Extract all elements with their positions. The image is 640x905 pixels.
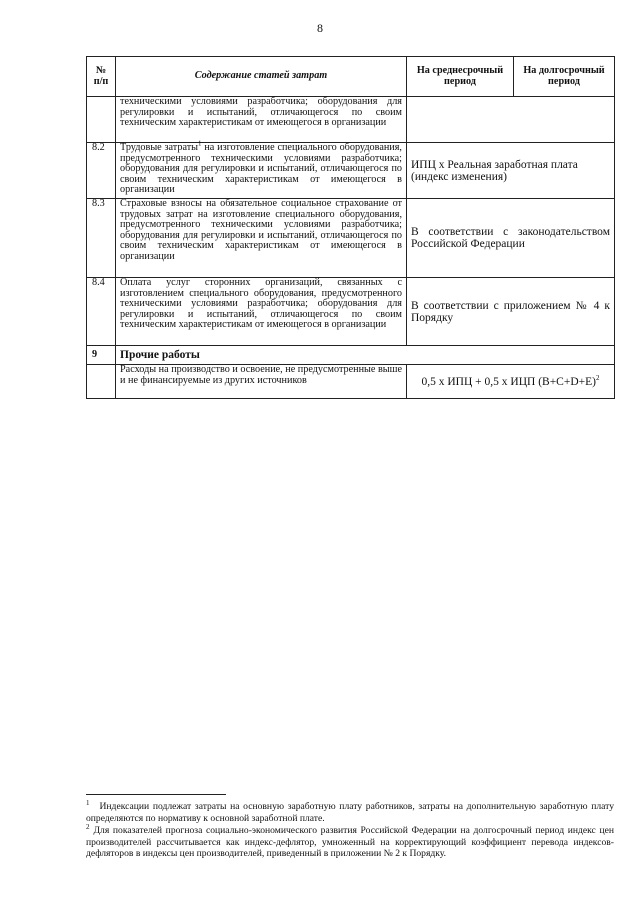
header-num: № п/п: [87, 57, 116, 97]
row-8-4-value: В соответствии с приложением № 4 к Порядку: [407, 278, 615, 346]
row-9-num: 9: [87, 346, 116, 365]
row-8-2-num: 8.2: [87, 143, 116, 199]
footnotes: [86, 798, 614, 861]
table-row: [87, 199, 615, 278]
page-number: 8: [317, 21, 323, 35]
footnote-2-mark: 2: [86, 822, 90, 831]
row-9-text: Прочие работы: [116, 346, 615, 365]
row-8-3-value: В соответствии с законодательством Российской Федерации: [407, 199, 615, 278]
header-long-term: На долгосрочный период: [514, 57, 615, 97]
row-8-2-text: Трудовые затраты$^1$ на изготовление специального оборудования, предусмотренного техническими условиями разработчика; оборудования для регулировки и испытаний, отличающегося по своим техническим характеристикам от имеющегося в организации: [116, 143, 407, 199]
footnote-1-text: Индексации подлежат затраты на основную заработную плату работников, затраты на дополнительную заработную плату определяются по нормативу к основной заработной плате.: [86, 801, 614, 824]
footnote-1-mark: 1: [86, 798, 90, 807]
row-9a-num: [87, 365, 116, 399]
row-8-4-text: Оплата услуг сторонних организаций, связанных с изготовлением специального оборудования, предусмотренного техническими условиями разработчика; оборудования для регулировки и испытаний, отличающегося по своим техническим характеристикам от имеющегося в организации: [116, 278, 407, 346]
footnote-divider: [86, 794, 226, 795]
row-continued-value: [407, 97, 615, 143]
table-row: [87, 346, 615, 365]
footnote-2: [86, 822, 614, 860]
row-8-3-num: 8.3: [87, 199, 116, 278]
table-row: [87, 143, 615, 199]
table-row: [87, 365, 615, 399]
row-continued-text: техническими условиями разработчика; оборудования для регулировки и испытаний, отличающегося по своим техническим характеристикам от имеющегося в организации: [116, 97, 407, 143]
table-header-row: [87, 57, 615, 97]
header-content: Содержание статей затрат: [116, 57, 407, 97]
header-medium-term: На среднесрочный период: [407, 57, 514, 97]
row-8-3-text: Страховые взносы на обязательное социальное страхование от трудовых затрат на изготовление специального оборудования, предусмотренного техническими условиями разработчика; оборудования для регулировки и испытаний, отличающегося по своим техническим характеристикам от имеющегося в организации: [116, 199, 407, 278]
footnote-2-text: Для показателей прогноза социально-экономического развития Российской Федерации на долгосрочный период индекс цен производителей рассчитывается как индекс-дефлятор, умноженный на корректирующий коэффициент перевода индексов-дефляторов в индексы цен производителей, приведенный в приложении № 2 к Порядку.: [86, 825, 614, 859]
table-row: [87, 97, 615, 143]
row-9a-text: Расходы на производство и освоение, не предусмотренные выше и не финансируемые из других источников: [116, 365, 407, 399]
row-continued-num: [87, 97, 116, 143]
table-row: [87, 278, 615, 346]
row-8-2-value: ИПЦ х Реальная заработная плата (индекс изменения): [407, 143, 615, 199]
footnote-1: [86, 798, 614, 824]
row-8-4-num: 8.4: [87, 278, 116, 346]
row-9a-value: 0,5 х ИПЦ + 0,5 х ИЦП $(B+C+D+E)^2$: [407, 365, 615, 399]
cost-items-table: [86, 56, 615, 399]
